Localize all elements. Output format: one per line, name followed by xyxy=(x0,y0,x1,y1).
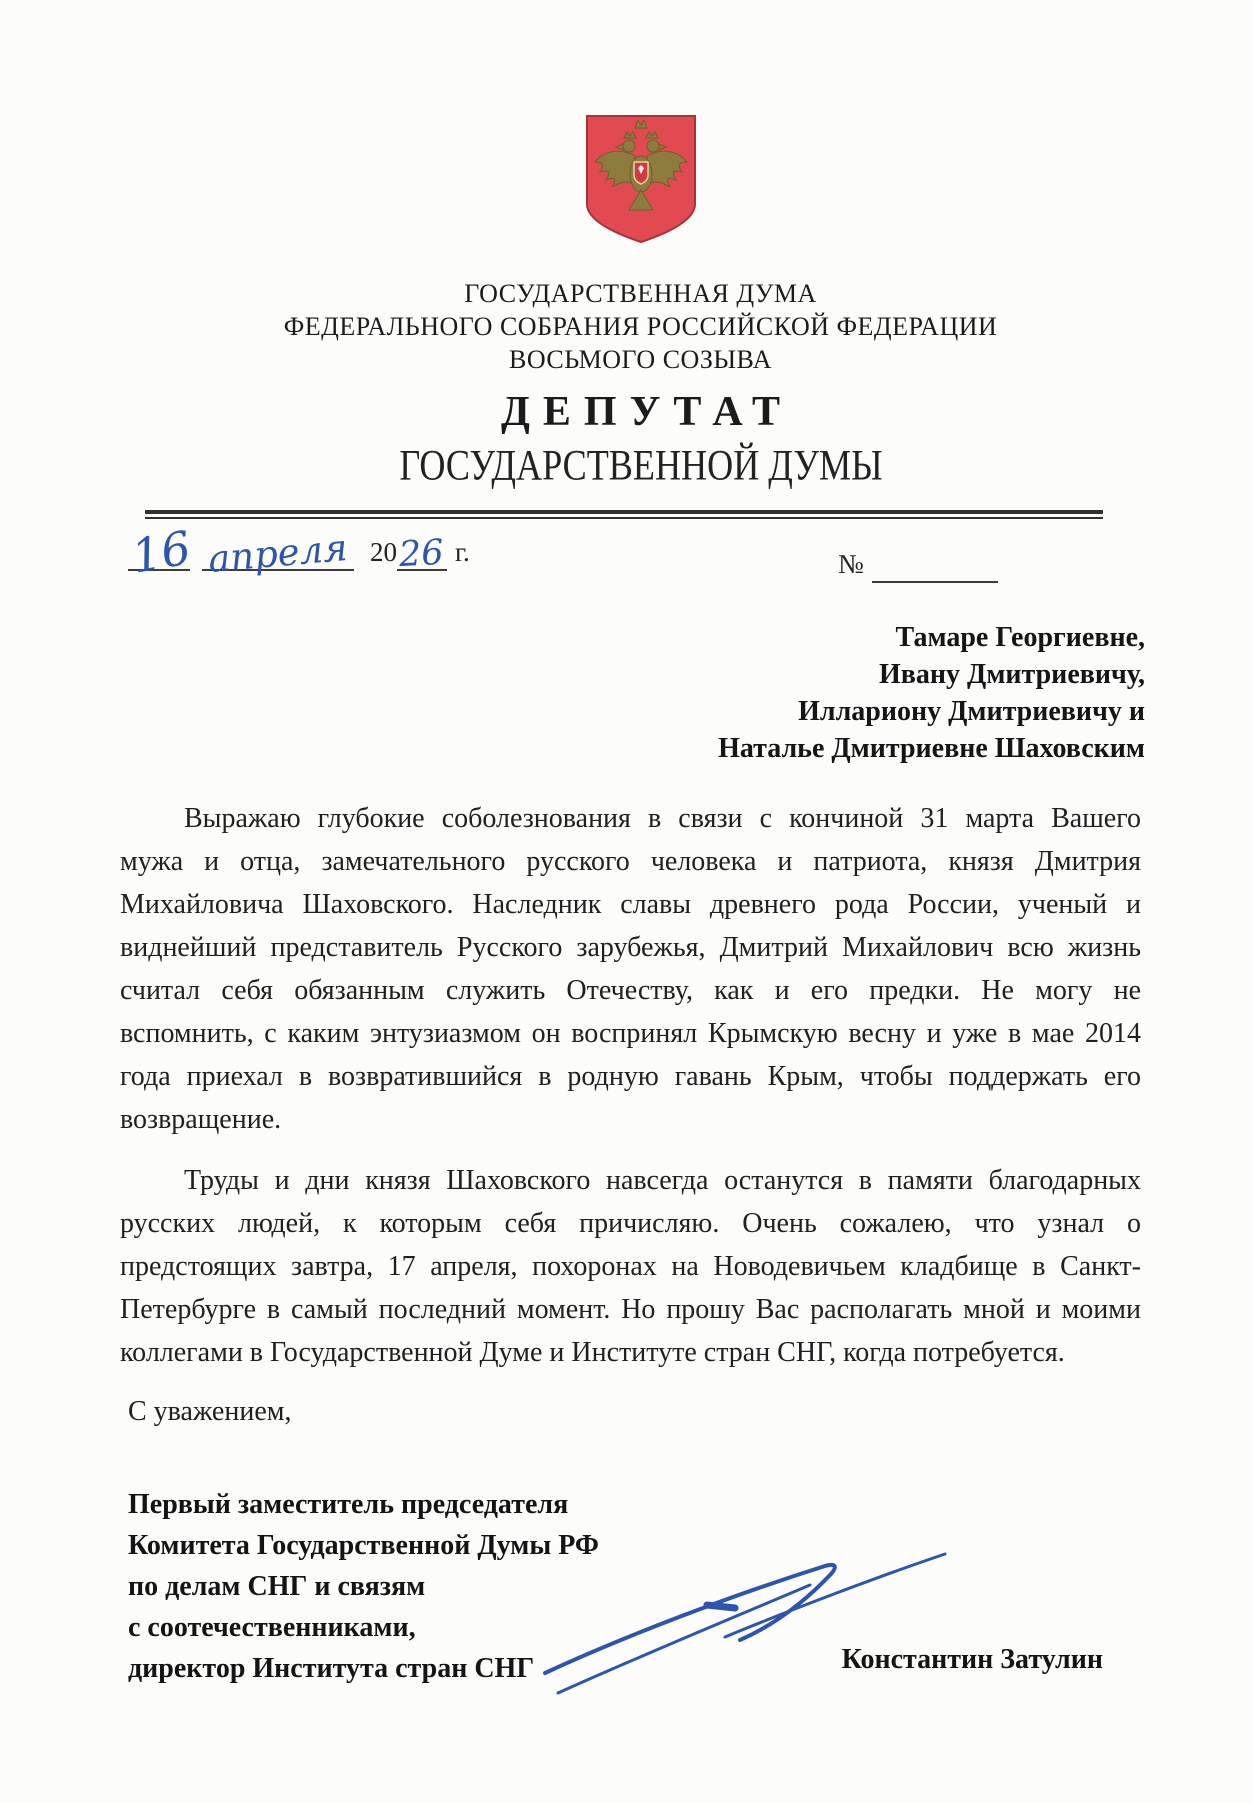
closing-salutation: С уважением, xyxy=(128,1396,292,1427)
handwritten-month: апреля xyxy=(206,526,350,581)
body-line: года приехал в возвратившийся в родную гавань Крым, чтобы поддержать его xyxy=(120,1061,1141,1092)
addressee-line: Тамаре Георгиевне, xyxy=(895,622,1145,653)
deputy-title-text: ДЕПУТАТ xyxy=(501,389,793,435)
org-name-block xyxy=(28,277,1253,376)
addressee-line: Ивану Дмитриевичу, xyxy=(879,659,1145,690)
body-line: считал себя обязанным служить Отечеству, как и его предки. Не могу не xyxy=(120,975,1141,1006)
signer-position-line: директор Института стран СНГ xyxy=(128,1653,535,1684)
body-line: русских людей, к которым себя причисляю. Очень сожалею, что узнал о xyxy=(120,1208,1141,1239)
body-line: возвращение. xyxy=(120,1104,282,1135)
body-line: Петербурге в самый последний момент. Но прошу Вас располагать мной и моими xyxy=(120,1294,1141,1325)
handwritten-signature-ink xyxy=(495,1524,1035,1734)
handwritten-day: 16 xyxy=(127,520,195,584)
document-number-field xyxy=(838,545,998,583)
signer-position-line: Комитета Государственной Думы РФ xyxy=(128,1530,599,1561)
body-line: мужа и отца, замечательного русского человека и патриота, князя Дмитрия xyxy=(120,846,1141,877)
number-sign: № xyxy=(838,549,864,579)
paragraph-1 xyxy=(120,797,1141,1141)
date-field xyxy=(127,520,470,584)
body-line: Михайловича Шаховского. Наследник славы древнего рода России, ученый и xyxy=(120,889,1141,920)
year-prefix: 20 xyxy=(370,537,397,567)
addressee-line: Иллариону Дмитриевичу и xyxy=(798,696,1145,727)
deputy-title xyxy=(28,390,1253,443)
signer-name: Константин Затулин xyxy=(841,1644,1103,1675)
coat-of-arms-emblem xyxy=(581,112,701,246)
signature-area xyxy=(0,1484,1253,1803)
body-line: виднейший представитель Русского зарубежья, Дмитрий Михайлович всю жизнь xyxy=(120,932,1141,963)
body-line: предстоящих завтра, 17 апреля, похоронах на Новодевичьем кладбище в Санкт- xyxy=(120,1251,1141,1282)
addressee-line: Наталье Дмитриевне Шаховским xyxy=(718,733,1145,764)
deputy-subtitle xyxy=(28,442,1253,496)
addressee-block xyxy=(0,619,1253,767)
org-line-3: ВОСЬМОГО СОЗЫВА xyxy=(508,345,773,374)
number-underline xyxy=(872,545,998,583)
paragraph-2 xyxy=(120,1159,1141,1374)
letter-body xyxy=(120,797,1141,1428)
org-line-2: ФЕДЕРАЛЬНОГО СОБРАНИЯ РОССИЙСКОЙ ФЕДЕРАЦИИ xyxy=(283,312,998,341)
date-number-row xyxy=(0,519,1253,605)
date-day-underline xyxy=(127,520,195,584)
org-line-1: ГОСУДАРСТВЕННАЯ ДУМА xyxy=(464,279,817,308)
deputy-subtitle-text: ГОСУДАРСТВЕННОЙ ДУМЫ xyxy=(398,442,883,490)
handwritten-year: 26 xyxy=(397,532,445,576)
body-line: вспомнить, с каким энтузиазмом он воспринял Крымскую весну и уже в мае 2014 xyxy=(120,1018,1141,1049)
signer-position-line: Первый заместитель председателя xyxy=(128,1489,569,1520)
date-month-underline xyxy=(202,526,354,581)
signer-position-line: по делам СНГ и связям xyxy=(128,1571,426,1602)
signer-position-line: с соотечественниками, xyxy=(128,1612,416,1643)
date-year-underline xyxy=(397,532,447,576)
year-suffix-label: г. xyxy=(455,537,470,567)
body-line: коллегами в Государственной Думе и Институте стран СНГ, когда потребуется. xyxy=(120,1337,1065,1368)
body-line: Выражаю глубокие соболезнования в связи с кончиной 31 марта Вашего xyxy=(184,803,1141,834)
letterhead-divider xyxy=(145,510,1103,519)
body-line: Труды и дни князя Шаховского навсегда останутся в памяти благодарных xyxy=(184,1165,1141,1196)
letterhead xyxy=(0,0,1253,496)
